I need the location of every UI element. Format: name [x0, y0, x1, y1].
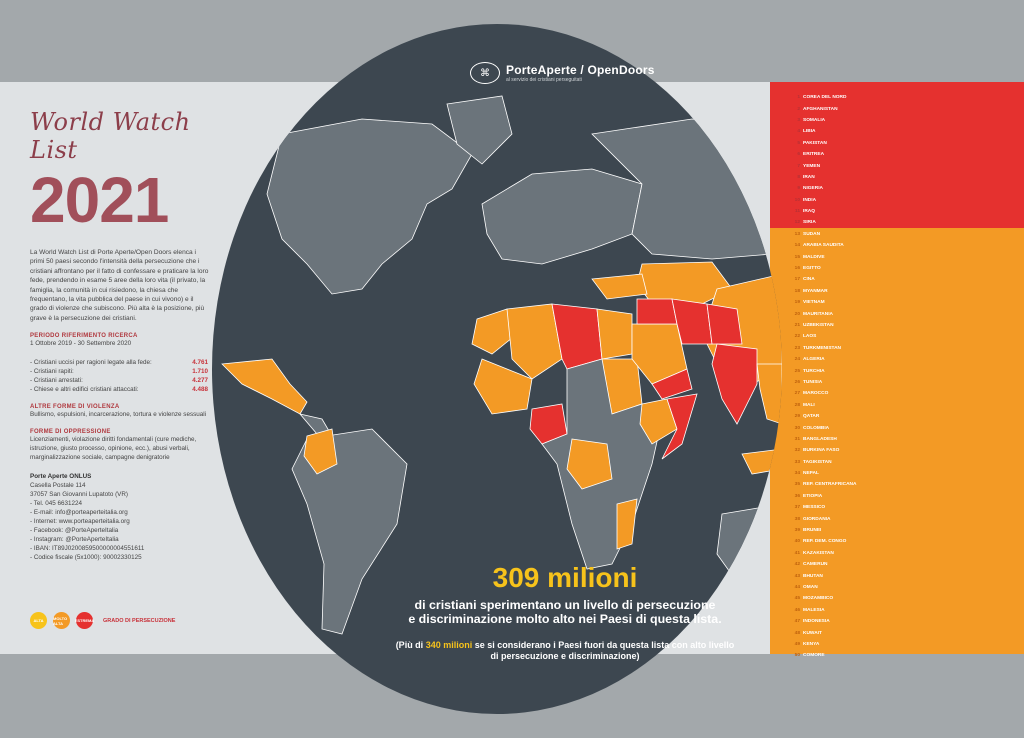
year-title: 2021	[30, 164, 169, 236]
country-name: IRAN	[803, 174, 815, 180]
country-name: COREA DEL NORD	[803, 95, 847, 101]
country-list-item	[788, 582, 1018, 593]
country-list-item	[788, 559, 1018, 570]
country-list-item	[788, 274, 1018, 285]
country-name: CAMERUN	[803, 562, 828, 568]
country-rank: 3	[797, 117, 800, 123]
country-rank: 47	[794, 619, 800, 625]
stat-label: - Chiese e altri edifici cristiani attaccati:	[30, 386, 139, 394]
violence-text: Bullismo, espulsioni, incarcerazione, tortura e violenze sessuali	[30, 411, 207, 419]
country-rank: 16	[794, 266, 800, 272]
oppression-heading: FORME DI OPPRESSIONE	[30, 429, 111, 436]
stat-row	[30, 376, 208, 385]
contact-address1: Casella Postale 114	[30, 482, 86, 490]
country-list-item	[788, 286, 1018, 297]
country-rank: 6	[797, 152, 800, 158]
country-list-item	[788, 491, 1018, 502]
country-list-item	[788, 92, 1018, 103]
country-rank: 50	[794, 653, 800, 659]
country-name: ETIOPIA	[803, 493, 823, 499]
country-name: BHUTAN	[803, 573, 823, 579]
country-rank: 37	[794, 505, 800, 511]
country-rank: 4	[797, 129, 800, 135]
country-rank: 10	[794, 197, 800, 203]
country-name: REP. CENTRAFRICANA	[803, 482, 857, 488]
country-rank: 9	[797, 186, 800, 192]
country-name: VIETNAM	[803, 300, 825, 306]
country-rank: 43	[794, 573, 800, 579]
country-name: NEPAL	[803, 471, 819, 477]
logo-brand: PorteAperte / OpenDoors	[506, 63, 655, 77]
country-name: OMAN	[803, 584, 818, 590]
country-list-item	[788, 388, 1018, 399]
headline-text	[380, 598, 750, 626]
country-rank: 14	[794, 243, 800, 249]
country-name: MAROCCO	[803, 391, 829, 397]
country-rank: 22	[794, 334, 800, 340]
contact-address2: 37057 San Giovanni Lupatoto (VR)	[30, 491, 129, 499]
country-rank: 39	[794, 528, 800, 534]
logo-tagline: al servizio dei cristiani perseguitati	[506, 77, 582, 83]
country-name: KUWAIT	[803, 630, 822, 636]
country-name: UZBEKISTAN	[803, 323, 834, 328]
country-list-item	[788, 138, 1018, 149]
oppression-text: Licenziamenti, violazione diritti fondamentali (cure mediche, istruzione, giusto processo, opinione, ecc.), abusi verbali, marginalizzazione sociale, campagne denigratorie	[30, 436, 197, 462]
oppression-section	[30, 429, 220, 462]
country-list-item	[788, 251, 1018, 262]
persecution-legend	[30, 612, 175, 629]
contact-facebook[interactable]: - Facebook: @PorteAperteItalia	[30, 527, 119, 535]
country-name: MESSICO	[803, 505, 826, 511]
country-list-item	[788, 183, 1018, 194]
contact-cf: - Codice fiscale (5x1000): 90002330125	[30, 554, 142, 562]
period-heading: PERIODO RIFERIMENTO RICERCA	[30, 333, 138, 340]
country-name: MALI	[803, 402, 815, 408]
country-list-item	[788, 548, 1018, 559]
stat-value: 1.710	[192, 368, 208, 376]
country-name: YEMEN	[803, 163, 821, 169]
country-name: COMORE	[803, 653, 825, 659]
legend-caption: GRADO DI PERSECUZIONE	[103, 617, 176, 624]
country-name: SOMALIA	[803, 117, 826, 123]
country-name: BANGLADESH	[803, 436, 837, 442]
country-rank: 18	[794, 288, 800, 294]
country-list-item	[788, 297, 1018, 308]
period-section	[30, 333, 220, 348]
country-list-item	[788, 195, 1018, 206]
stat-label: - Cristiani arrestati:	[30, 377, 83, 385]
country-rank: 32	[794, 448, 800, 454]
country-rank: 2	[797, 106, 800, 112]
country-list-item	[788, 422, 1018, 433]
country-rank: 1	[797, 95, 800, 101]
legend-dot-molto-alta: MOLTO ALTA	[53, 612, 70, 629]
country-list-item	[788, 377, 1018, 388]
country-list-item	[788, 502, 1018, 513]
country-name: KAZAKISTAN	[803, 550, 834, 556]
country-messico	[222, 359, 307, 414]
country-rank: 21	[794, 323, 800, 328]
country-rank: 36	[794, 493, 800, 499]
country-list-item	[788, 445, 1018, 456]
contact-tel: - Tel. 045 6631224	[30, 500, 83, 508]
stat-value: 4.488	[192, 386, 208, 394]
country-rank: 44	[794, 584, 800, 590]
world-watch-list-title: World Watch List	[30, 108, 191, 164]
contact-iban: - IBAN: IT89J0200859500000004551611	[30, 545, 145, 553]
country-rank: 13	[794, 231, 800, 237]
country-egitto	[597, 309, 632, 359]
country-name: KENYA	[803, 641, 820, 647]
country-name: AFGHANISTAN	[803, 106, 838, 112]
country-india	[712, 344, 757, 424]
country-list-item	[788, 160, 1018, 171]
country-list-item	[788, 320, 1018, 331]
country-name: INDONESIA	[803, 619, 830, 625]
country-name: PAKISTAN	[803, 140, 827, 146]
country-name: TUNISIA	[803, 379, 823, 385]
stat-label: - Cristiani uccisi per ragioni legate alla fede:	[30, 359, 152, 367]
country-list-item	[788, 172, 1018, 183]
contact-instagram[interactable]: - Instagram: @PorteAperteItalia	[30, 536, 119, 544]
country-list-item	[788, 616, 1018, 627]
note-post: se si considerano i Paesi fuori da questa lista con alto livello di persecuzione e discriminazione)	[472, 640, 735, 661]
country-list-item	[788, 126, 1018, 137]
country-rank: 23	[794, 345, 800, 351]
country-list-item	[788, 229, 1018, 240]
country-rank: 35	[794, 482, 800, 488]
country-name: ERITREA	[803, 152, 825, 158]
country-list-item	[788, 343, 1018, 354]
country-list-item	[788, 593, 1018, 604]
country-myanmar-laos-vietnam	[757, 364, 782, 424]
country-list-item	[788, 103, 1018, 114]
country-name: ARABIA SAUDITA	[803, 243, 844, 249]
country-name: TURCHIA	[803, 368, 825, 374]
country-list-item	[788, 411, 1018, 422]
country-list-item	[788, 479, 1018, 490]
country-mozambico	[617, 499, 637, 549]
country-name: MYANMAR	[803, 288, 828, 294]
country-list-item	[788, 400, 1018, 411]
country-name: REP. DEM. CONGO	[803, 539, 847, 545]
country-rank: 25	[794, 368, 800, 374]
stat-row	[30, 385, 208, 394]
contact-org: Porte Aperte ONLUS	[30, 473, 92, 481]
period-text: 1 Ottobre 2019 - 30 Settembre 2020	[30, 340, 132, 348]
headline-line2: e discriminazione molto alto nei Paesi di questa lista.	[408, 612, 722, 626]
country-iraq-siria	[637, 299, 677, 324]
legend-dot-alta: ALTA	[30, 612, 47, 629]
north-america-landmass	[267, 119, 472, 294]
country-name: GIORDANIA	[803, 516, 831, 522]
violence-heading: ALTRE FORME DI VIOLENZA	[30, 404, 120, 411]
country-name: QATAR	[803, 414, 820, 420]
country-list-item	[788, 605, 1018, 616]
country-list-item	[788, 115, 1018, 126]
country-name: IRAQ	[803, 209, 815, 215]
country-rank: 48	[794, 630, 800, 636]
country-name: MALDIVE	[803, 254, 825, 260]
country-rank: 30	[794, 425, 800, 431]
country-name: TURKMENISTAN	[803, 345, 842, 351]
country-name: COLOMBIA	[803, 425, 830, 431]
fish-logo-icon: ⌘	[470, 62, 500, 84]
note-number: 340 milioni	[425, 640, 473, 650]
country-rank: 42	[794, 562, 800, 568]
country-name: LAOS	[803, 334, 817, 340]
country-name: MOZAMBICO	[803, 596, 834, 602]
country-rank: 45	[794, 596, 800, 602]
country-rank: 26	[794, 379, 800, 385]
europe-landmass	[482, 169, 642, 264]
stat-row	[30, 367, 208, 376]
country-rank: 27	[794, 391, 800, 397]
country-list-item	[788, 513, 1018, 524]
country-list-item	[788, 365, 1018, 376]
country-rank: 17	[794, 277, 800, 283]
country-rank: 8	[797, 174, 800, 180]
country-list-item	[788, 206, 1018, 217]
intro-text: La World Watch List di Porte Aperte/Open Doors elenca i primi 50 paesi secondo l'intensità della persecuzione che i cristiani affrontano per il fatto di confessare e praticare la loro fede, prendendo in esame 5 aree della loro vita (il privato, la famiglia, la comunità in cui risiedono, la chiesa che frequentano, la vita pubblica del paese in cui vivono) e il grado di violenze che subiscono. Più alta è la posizione, più grave è la persecuzione dei cristiani.	[30, 249, 209, 322]
country-list-item	[788, 457, 1018, 468]
headline-number: 309 milioni	[492, 562, 638, 593]
country-list-item	[788, 627, 1018, 638]
note-pre: (Più di	[395, 640, 426, 650]
country-name: ALGERIA	[803, 357, 825, 363]
headline-line1: di cristiani sperimentano un livello di persecuzione	[414, 598, 716, 612]
country-list-item	[788, 525, 1018, 536]
country-list-item	[788, 240, 1018, 251]
country-rank: 46	[794, 607, 800, 613]
country-rank: 12	[794, 220, 800, 226]
contact-block	[30, 472, 220, 562]
country-name: BURKINA FASO	[803, 448, 840, 454]
country-name: CINA	[803, 277, 815, 283]
contact-email[interactable]: - E-mail: info@porteaperteitalia.org	[30, 509, 128, 517]
country-rank: 49	[794, 641, 800, 647]
country-name: INDIA	[803, 197, 817, 203]
country-name: BRUNEI	[803, 528, 822, 534]
country-rank: 20	[794, 311, 800, 317]
country-name: MAURITANIA	[803, 311, 834, 317]
country-rank: 5	[797, 140, 800, 146]
country-name: LIBIA	[803, 129, 816, 135]
stat-label: - Cristiani rapiti:	[30, 368, 74, 376]
country-list-item	[788, 570, 1018, 581]
country-list-item	[788, 536, 1018, 547]
country-ranking-list	[788, 92, 1018, 662]
country-rank: 11	[794, 209, 800, 215]
country-name: SIRIA	[803, 220, 816, 226]
country-list-item	[788, 650, 1018, 661]
country-rank: 41	[794, 550, 800, 556]
stats-section	[30, 358, 220, 394]
porte-aperte-logo	[470, 62, 655, 84]
country-list-item	[788, 331, 1018, 342]
violence-section	[30, 404, 220, 419]
country-list-item	[788, 149, 1018, 160]
country-rank: 15	[794, 254, 800, 260]
country-name: SUDAN	[803, 231, 821, 237]
country-name: TAGIKISTAN	[803, 459, 832, 465]
country-afghanistan-pakistan	[707, 304, 742, 344]
country-name: MALESIA	[803, 607, 825, 613]
country-rank: 38	[794, 516, 800, 522]
country-rank: 29	[794, 414, 800, 420]
country-list-item	[788, 217, 1018, 228]
legend-dot-estrema: ESTREMA	[76, 612, 93, 629]
country-list-item	[788, 468, 1018, 479]
country-list-item	[788, 308, 1018, 319]
stat-value: 4.277	[192, 377, 208, 385]
country-indonesia	[742, 449, 782, 474]
country-rank: 19	[794, 300, 800, 306]
country-rank: 7	[797, 163, 800, 169]
country-name: NIGERIA	[803, 186, 823, 192]
country-rank: 40	[794, 539, 800, 545]
stat-row	[30, 358, 208, 367]
country-name: EGITTO	[803, 266, 821, 272]
country-turchia	[592, 274, 647, 299]
stat-value: 4.761	[192, 359, 208, 367]
country-rank: 34	[794, 471, 800, 477]
country-rank: 31	[794, 436, 800, 442]
headline-note	[395, 640, 735, 662]
contact-internet[interactable]: - Internet: www.porteaperteitalia.org	[30, 518, 130, 526]
country-rank: 28	[794, 402, 800, 408]
country-list-item	[788, 263, 1018, 274]
country-rank: 24	[794, 357, 800, 363]
country-list-item	[788, 434, 1018, 445]
country-list-item	[788, 639, 1018, 650]
country-rank: 33	[794, 459, 800, 465]
country-list-item	[788, 354, 1018, 365]
info-panel	[30, 100, 220, 562]
